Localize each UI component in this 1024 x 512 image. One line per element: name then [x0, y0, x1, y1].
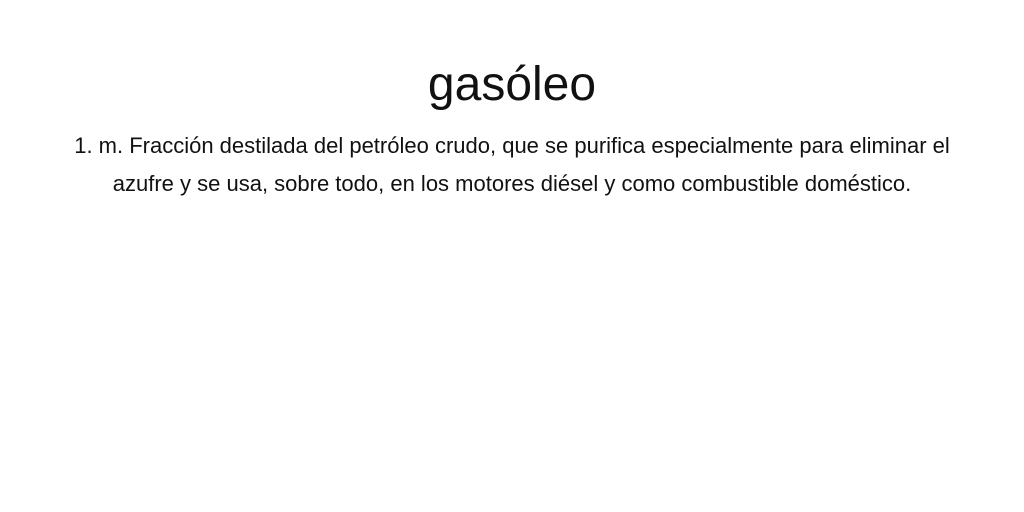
headword-title: gasóleo — [427, 58, 597, 111]
definition-text: 1. m. Fracción destilada del petróleo crudo, que se purifica especialmente para eliminar el azufre y se usa, sobre todo, en los motores diésel y como combustible doméstico. — [74, 133, 950, 196]
